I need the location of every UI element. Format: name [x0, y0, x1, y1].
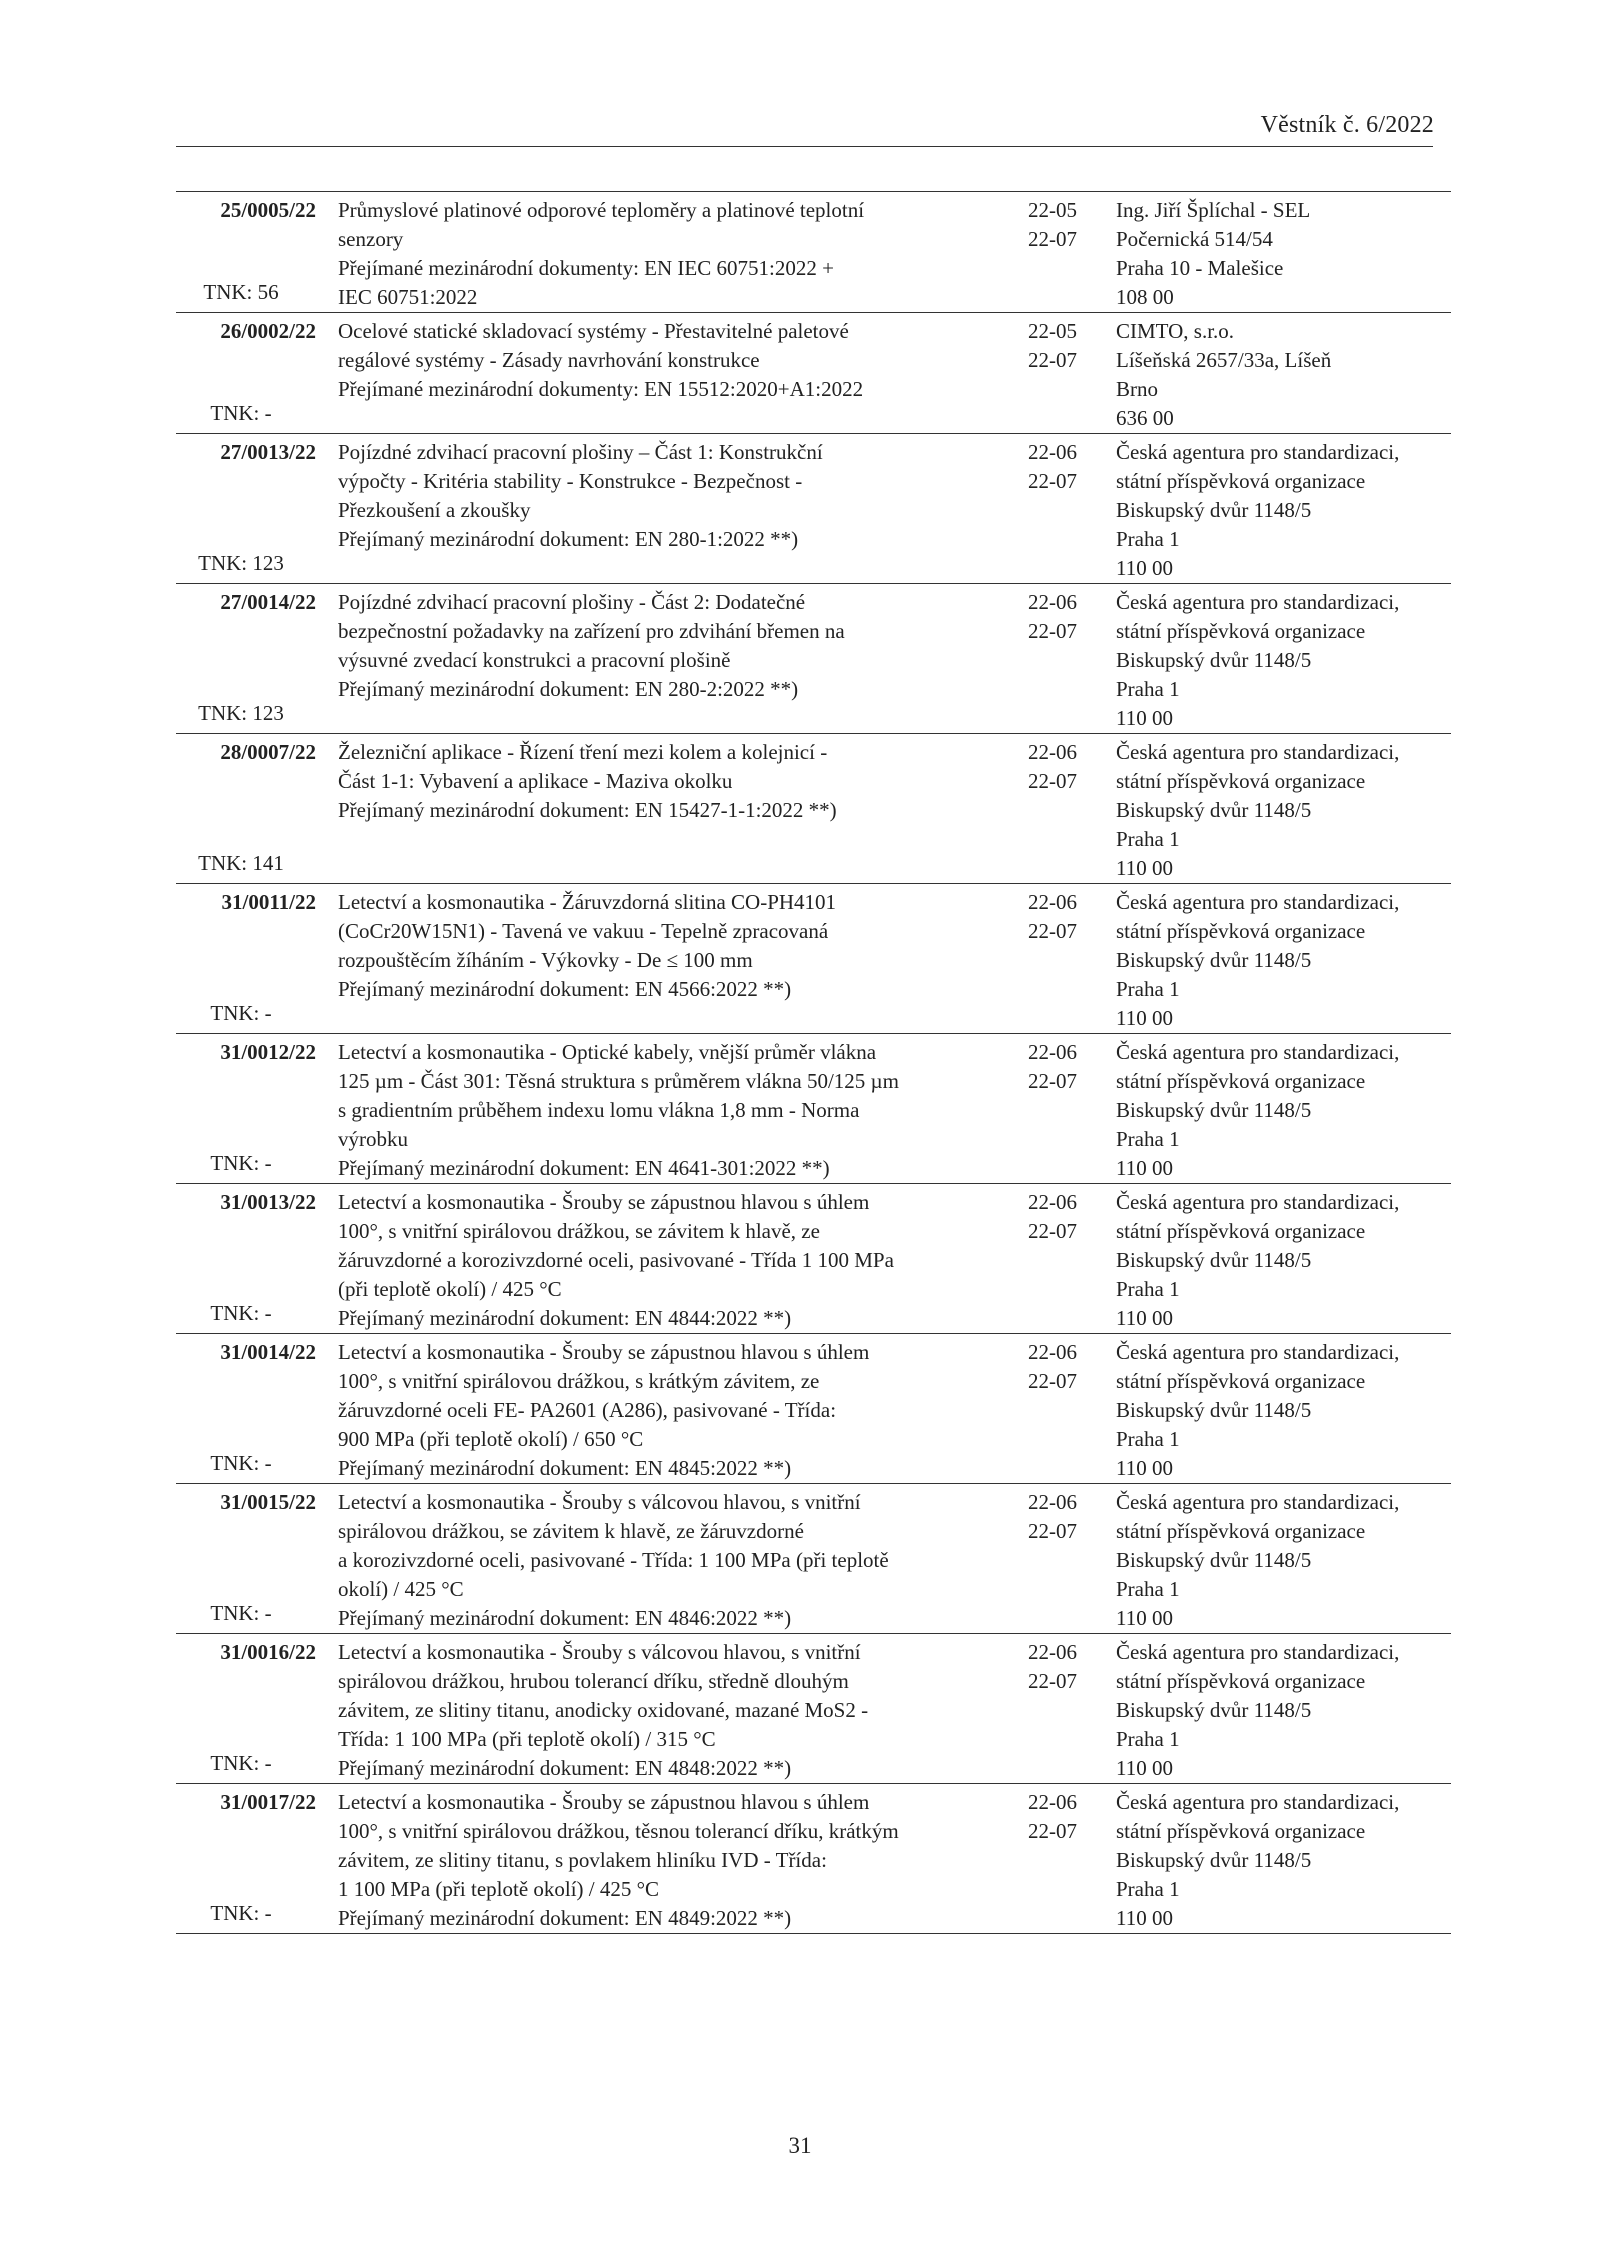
row-title-line: Letectví a kosmonautika - Šrouby se zápustnou hlavou s úhlem — [338, 1190, 870, 1214]
row-dates-cell — [1014, 734, 1116, 884]
row-id-cell — [176, 1634, 316, 1784]
row-title-line: Přejímaný mezinárodní dokument: EN 4846:2022 **) — [338, 1606, 792, 1630]
row-address-line: 636 00 — [1116, 406, 1174, 430]
row-title-line: Přejímaný mezinárodní dokument: EN 280-2:2022 **) — [338, 677, 799, 701]
row-title-line: 100°, s vnitřní spirálovou drážkou, s krátkým závitem, ze — [338, 1369, 820, 1393]
table-row — [176, 434, 1451, 584]
row-id: 31/0012/22 — [220, 1040, 316, 1064]
row-date: 22-06 — [1028, 1490, 1077, 1514]
row-title-line: Pojízdné zdvihací pracovní plošiny - Část 2: Dodatečné — [338, 590, 806, 614]
row-title-line: a korozivzdorné oceli, pasivované - Třída: 1 100 MPa (při teplotě — [338, 1548, 889, 1572]
row-address-cell — [1116, 884, 1451, 1034]
row-title-line: IEC 60751:2022 — [338, 285, 478, 309]
row-id-cell — [176, 1334, 316, 1484]
page-header-title: Věstník č. 6/2022 — [1260, 112, 1434, 138]
row-dates-cell — [1014, 584, 1116, 734]
row-address-cell — [1116, 584, 1451, 734]
row-address-line: Česká agentura pro standardizaci, — [1116, 890, 1400, 914]
row-address-line: 110 00 — [1116, 1006, 1173, 1030]
row-tnk: TNK: - — [210, 1151, 272, 1175]
row-address-line: Biskupský dvůr 1148/5 — [1116, 798, 1312, 822]
row-dates-cell — [1014, 1784, 1116, 1934]
row-address-line: Praha 1 — [1116, 1577, 1180, 1601]
row-address-line: státní příspěvková organizace — [1116, 1219, 1366, 1243]
row-date: 22-06 — [1028, 1640, 1077, 1664]
row-title-line: Letectví a kosmonautika - Šrouby s válcovou hlavou, s vnitřní — [338, 1490, 861, 1514]
row-address-line: státní příspěvková organizace — [1116, 769, 1366, 793]
row-title-line: spirálovou drážkou, se závitem k hlavě, ze žáruvzdorné — [338, 1519, 804, 1543]
row-title-line: Železniční aplikace - Řízení tření mezi kolem a kolejnicí - — [338, 740, 828, 764]
row-id: 27/0014/22 — [220, 590, 316, 614]
row-title-line: Část 1-1: Vybavení a aplikace - Maziva okolku — [338, 769, 733, 793]
row-title-line: Letectví a kosmonautika - Šrouby se zápustnou hlavou s úhlem — [338, 1790, 870, 1814]
row-address-line: Biskupský dvůr 1148/5 — [1116, 1698, 1312, 1722]
row-title-line: Letectví a kosmonautika - Šrouby s válcovou hlavou, s vnitřní — [338, 1640, 861, 1664]
row-address-line: 110 00 — [1116, 1756, 1173, 1780]
row-id: 31/0014/22 — [220, 1340, 316, 1364]
row-address-line: Česká agentura pro standardizaci, — [1116, 1190, 1400, 1214]
row-id-cell — [176, 1784, 316, 1934]
row-address-line: Biskupský dvůr 1148/5 — [1116, 1548, 1312, 1572]
row-title-line: bezpečnostní požadavky na zařízení pro zdvihání břemen na — [338, 619, 845, 643]
row-address-line: státní příspěvková organizace — [1116, 1669, 1366, 1693]
row-address-line: Česká agentura pro standardizaci, — [1116, 740, 1400, 764]
row-title-line: rozpouštěcím žíháním - Výkovky - De ≤ 100 mm — [338, 948, 753, 972]
row-date: 22-06 — [1028, 590, 1077, 614]
row-title-line: Letectví a kosmonautika - Optické kabely, vnější průměr vlákna — [338, 1040, 877, 1064]
table-row — [176, 1634, 1451, 1784]
row-date: 22-07 — [1028, 469, 1077, 493]
row-title-line: žáruvzdorné a korozivzdorné oceli, pasivované - Třída 1 100 MPa — [338, 1248, 894, 1272]
row-address-cell — [1116, 313, 1451, 434]
row-title-line: 125 µm - Část 301: Těsná struktura s průměrem vlákna 50/125 µm — [338, 1069, 899, 1093]
row-id-wrap — [176, 1338, 316, 1478]
row-title-line: Přejímaný mezinárodní dokument: EN 4848:2022 **) — [338, 1756, 792, 1780]
standards-table — [176, 191, 1451, 1934]
row-title-line: Přejímané mezinárodní dokumenty: EN IEC 60751:2022 + — [338, 256, 834, 280]
row-title-cell — [316, 584, 1014, 734]
row-address-line: Biskupský dvůr 1148/5 — [1116, 648, 1312, 672]
row-id-wrap — [176, 438, 316, 578]
row-date: 22-06 — [1028, 1040, 1077, 1064]
row-title-line: žáruvzdorné oceli FE- PA2601 (A286), pasivované - Třída: — [338, 1398, 837, 1422]
row-id: 25/0005/22 — [220, 198, 316, 222]
row-id-cell — [176, 313, 316, 434]
row-title-line: 900 MPa (při teplotě okolí) / 650 °C — [338, 1427, 644, 1451]
row-id: 31/0011/22 — [221, 890, 316, 914]
row-address-cell — [1116, 734, 1451, 884]
row-address-line: Praha 1 — [1116, 1427, 1180, 1451]
table-row — [176, 1184, 1451, 1334]
row-address-line: Česká agentura pro standardizaci, — [1116, 1340, 1400, 1364]
row-address-line: Praha 1 — [1116, 1877, 1180, 1901]
table-row — [176, 1334, 1451, 1484]
row-tnk: TNK: 56 — [203, 280, 279, 304]
row-title-cell — [316, 1634, 1014, 1784]
row-title-line: výsuvné zvedací konstrukci a pracovní plošině — [338, 648, 731, 672]
row-id: 31/0015/22 — [220, 1490, 316, 1514]
row-id: 31/0013/22 — [220, 1190, 316, 1214]
row-address-cell — [1116, 1184, 1451, 1334]
row-title-cell — [316, 1484, 1014, 1634]
row-address-line: státní příspěvková organizace — [1116, 1369, 1366, 1393]
row-title-line: 100°, s vnitřní spirálovou drážkou, se závitem k hlavě, ze — [338, 1219, 820, 1243]
row-title-line: (při teplotě okolí) / 425 °C — [338, 1277, 562, 1301]
row-title-line: Přezkoušení a zkoušky — [338, 498, 531, 522]
row-title-line: Přejímaný mezinárodní dokument: EN 4845:2022 **) — [338, 1456, 792, 1480]
row-id-wrap — [176, 588, 316, 728]
row-date: 22-06 — [1028, 1340, 1077, 1364]
row-address-line: Biskupský dvůr 1148/5 — [1116, 1248, 1312, 1272]
row-title-line: s gradientním průběhem indexu lomu vlákna 1,8 mm - Norma — [338, 1098, 860, 1122]
table-row — [176, 584, 1451, 734]
row-title-line: Přejímaný mezinárodní dokument: EN 4566:2022 **) — [338, 977, 792, 1001]
row-date: 22-05 — [1028, 319, 1077, 343]
row-address-line: Česká agentura pro standardizaci, — [1116, 1790, 1400, 1814]
row-address-line: 110 00 — [1116, 1456, 1173, 1480]
row-address-line: Praha 10 - Malešice — [1116, 256, 1284, 280]
row-tnk: TNK: 141 — [198, 851, 284, 875]
row-dates-cell — [1014, 1034, 1116, 1184]
row-address-line: Praha 1 — [1116, 827, 1180, 851]
row-title-line: výpočty - Kritéria stability - Konstrukce - Bezpečnost - — [338, 469, 803, 493]
row-tnk: TNK: - — [210, 1901, 272, 1925]
row-id-cell — [176, 734, 316, 884]
row-date: 22-07 — [1028, 769, 1077, 793]
row-id-cell — [176, 1184, 316, 1334]
row-id-cell — [176, 192, 316, 313]
row-address-line: státní příspěvková organizace — [1116, 1819, 1366, 1843]
page-number: 31 — [788, 2133, 812, 2158]
row-id: 26/0002/22 — [220, 319, 316, 343]
row-date: 22-06 — [1028, 1190, 1077, 1214]
row-dates-cell — [1014, 313, 1116, 434]
row-tnk: TNK: - — [210, 1751, 272, 1775]
row-title-line: Letectví a kosmonautika - Žáruvzdorná slitina CO-PH4101 — [338, 890, 837, 914]
row-address-cell — [1116, 1784, 1451, 1934]
standards-table-body — [176, 192, 1451, 1934]
row-title-cell — [316, 192, 1014, 313]
row-id-wrap — [176, 196, 316, 307]
row-title-line: závitem, ze slitiny titanu, s povlakem hliníku IVD - Třída: — [338, 1848, 827, 1872]
row-address-line: 110 00 — [1116, 1906, 1173, 1930]
row-address-line: 110 00 — [1116, 556, 1173, 580]
row-title-line: Třída: 1 100 MPa (při teplotě okolí) / 315 °C — [338, 1727, 716, 1751]
row-address-cell — [1116, 434, 1451, 584]
row-title-cell — [316, 884, 1014, 1034]
row-address-line: Praha 1 — [1116, 1277, 1180, 1301]
header-rule — [176, 146, 1433, 147]
row-id-wrap — [176, 1038, 316, 1178]
row-title-line: závitem, ze slitiny titanu, anodicky oxidované, mazané MoS2 - — [338, 1698, 869, 1722]
row-title-line: Ocelové statické skladovací systémy - Přestavitelné paletové — [338, 319, 849, 343]
row-date: 22-07 — [1028, 919, 1077, 943]
row-address-line: Brno — [1116, 377, 1158, 401]
row-date: 22-07 — [1028, 1069, 1077, 1093]
row-title-line: 1 100 MPa (při teplotě okolí) / 425 °C — [338, 1877, 660, 1901]
row-address-cell — [1116, 192, 1451, 313]
row-id-wrap — [176, 1788, 316, 1928]
row-id-wrap — [176, 317, 316, 428]
row-tnk: TNK: - — [210, 401, 272, 425]
row-title-line: Přejímaný mezinárodní dokument: EN 4641-301:2022 **) — [338, 1156, 830, 1180]
row-address-line: Praha 1 — [1116, 1727, 1180, 1751]
row-dates-cell — [1014, 1634, 1116, 1784]
row-address-line: Líšeňská 2657/33a, Líšeň — [1116, 348, 1332, 372]
row-address-line: CIMTO, s.r.o. — [1116, 319, 1235, 343]
row-address-line: Praha 1 — [1116, 677, 1180, 701]
row-title-cell — [316, 1034, 1014, 1184]
row-address-line: Biskupský dvůr 1148/5 — [1116, 1848, 1312, 1872]
row-id: 28/0007/22 — [220, 740, 316, 764]
row-date: 22-07 — [1028, 1369, 1077, 1393]
row-date: 22-07 — [1028, 1669, 1077, 1693]
row-title-cell — [316, 313, 1014, 434]
row-address-line: Ing. Jiří Šplíchal - SEL — [1116, 198, 1311, 222]
row-tnk: TNK: - — [210, 1601, 272, 1625]
row-title-line: regálové systémy - Zásady navrhování konstrukce — [338, 348, 760, 372]
row-title-line: Letectví a kosmonautika - Šrouby se zápustnou hlavou s úhlem — [338, 1340, 870, 1364]
row-address-line: Biskupský dvůr 1148/5 — [1116, 948, 1312, 972]
row-title-line: Přejímaný mezinárodní dokument: EN 4849:2022 **) — [338, 1906, 792, 1930]
row-title-cell — [316, 1334, 1014, 1484]
row-address-cell — [1116, 1034, 1451, 1184]
row-title-line: Přejímaný mezinárodní dokument: EN 15427-1-1:2022 **) — [338, 798, 837, 822]
row-tnk: TNK: - — [210, 1451, 272, 1475]
table-row — [176, 1784, 1451, 1934]
row-address-line: Počernická 514/54 — [1116, 227, 1273, 251]
table-row — [176, 734, 1451, 884]
row-address-line: 110 00 — [1116, 706, 1173, 730]
table-row — [176, 1484, 1451, 1634]
row-tnk: TNK: 123 — [198, 701, 284, 725]
row-address-line: státní příspěvková organizace — [1116, 1519, 1366, 1543]
row-dates-cell — [1014, 1184, 1116, 1334]
row-address-line: 110 00 — [1116, 1156, 1173, 1180]
row-id-cell — [176, 884, 316, 1034]
row-address-line: 108 00 — [1116, 285, 1174, 309]
row-address-line: státní příspěvková organizace — [1116, 1069, 1366, 1093]
row-id-wrap — [176, 1188, 316, 1328]
row-title-cell — [316, 734, 1014, 884]
row-id-wrap — [176, 738, 316, 878]
row-address-line: Praha 1 — [1116, 1127, 1180, 1151]
row-title-line: okolí) / 425 °C — [338, 1577, 464, 1601]
row-address-line: Biskupský dvůr 1148/5 — [1116, 1398, 1312, 1422]
row-id: 31/0017/22 — [220, 1790, 316, 1814]
table-row — [176, 1034, 1451, 1184]
row-id-cell — [176, 1484, 316, 1634]
row-title-line: Přejímané mezinárodní dokumenty: EN 15512:2020+A1:2022 — [338, 377, 864, 401]
row-date: 22-07 — [1028, 1519, 1077, 1543]
row-title-line: Průmyslové platinové odporové teploměry a platinové teplotní — [338, 198, 865, 222]
row-title-line: Přejímaný mezinárodní dokument: EN 4844:2022 **) — [338, 1306, 792, 1330]
row-id: 31/0016/22 — [220, 1640, 316, 1664]
row-id-wrap — [176, 1638, 316, 1778]
row-address-line: Česká agentura pro standardizaci, — [1116, 1640, 1400, 1664]
row-id-wrap — [176, 1488, 316, 1628]
row-address-line: Praha 1 — [1116, 527, 1180, 551]
row-title-cell — [316, 1184, 1014, 1334]
row-id: 27/0013/22 — [220, 440, 316, 464]
row-id-cell — [176, 1034, 316, 1184]
row-title-line: spirálovou drážkou, hrubou tolerancí dříku, středně dlouhým — [338, 1669, 849, 1693]
row-dates-cell — [1014, 434, 1116, 584]
row-date: 22-06 — [1028, 890, 1077, 914]
row-title-line: 100°, s vnitřní spirálovou drážkou, těsnou tolerancí dříku, krátkým — [338, 1819, 899, 1843]
row-address-line: 110 00 — [1116, 1606, 1173, 1630]
row-title-line: (CoCr20W15N1) - Tavená ve vakuu - Tepelně zpracovaná — [338, 919, 829, 943]
row-dates-cell — [1014, 192, 1116, 313]
row-address-line: Biskupský dvůr 1148/5 — [1116, 1098, 1312, 1122]
row-date: 22-07 — [1028, 348, 1077, 372]
row-date: 22-07 — [1028, 227, 1077, 251]
row-id-wrap — [176, 888, 316, 1028]
row-address-line: 110 00 — [1116, 856, 1173, 880]
row-dates-cell — [1014, 884, 1116, 1034]
row-title-cell — [316, 1784, 1014, 1934]
row-address-line: 110 00 — [1116, 1306, 1173, 1330]
row-date: 22-06 — [1028, 740, 1077, 764]
row-tnk: TNK: - — [210, 1001, 272, 1025]
row-address-line: státní příspěvková organizace — [1116, 619, 1366, 643]
row-date: 22-07 — [1028, 1819, 1077, 1843]
row-dates-cell — [1014, 1334, 1116, 1484]
row-id-cell — [176, 434, 316, 584]
row-title-cell — [316, 434, 1014, 584]
table-row — [176, 884, 1451, 1034]
row-date: 22-07 — [1028, 1219, 1077, 1243]
row-address-line: Česká agentura pro standardizaci, — [1116, 1490, 1400, 1514]
row-date: 22-05 — [1028, 198, 1077, 222]
row-address-line: Česká agentura pro standardizaci, — [1116, 1040, 1400, 1064]
row-date: 22-06 — [1028, 440, 1077, 464]
row-address-line: státní příspěvková organizace — [1116, 469, 1366, 493]
row-title-line: senzory — [338, 227, 404, 251]
row-id-cell — [176, 584, 316, 734]
row-title-line: výrobku — [338, 1127, 408, 1151]
row-address-line: Česká agentura pro standardizaci, — [1116, 440, 1400, 464]
row-address-cell — [1116, 1334, 1451, 1484]
row-address-line: Česká agentura pro standardizaci, — [1116, 590, 1400, 614]
row-address-cell — [1116, 1484, 1451, 1634]
row-title-line: Pojízdné zdvihací pracovní plošiny – Část 1: Konstrukční — [338, 440, 823, 464]
row-tnk: TNK: - — [210, 1301, 272, 1325]
table-row — [176, 313, 1451, 434]
row-address-cell — [1116, 1634, 1451, 1784]
row-address-line: Biskupský dvůr 1148/5 — [1116, 498, 1312, 522]
table-row — [176, 192, 1451, 313]
row-tnk: TNK: 123 — [198, 551, 284, 575]
row-date: 22-06 — [1028, 1790, 1077, 1814]
row-address-line: Praha 1 — [1116, 977, 1180, 1001]
row-title-line: Přejímaný mezinárodní dokument: EN 280-1:2022 **) — [338, 527, 799, 551]
row-dates-cell — [1014, 1484, 1116, 1634]
row-date: 22-07 — [1028, 619, 1077, 643]
row-address-line: státní příspěvková organizace — [1116, 919, 1366, 943]
